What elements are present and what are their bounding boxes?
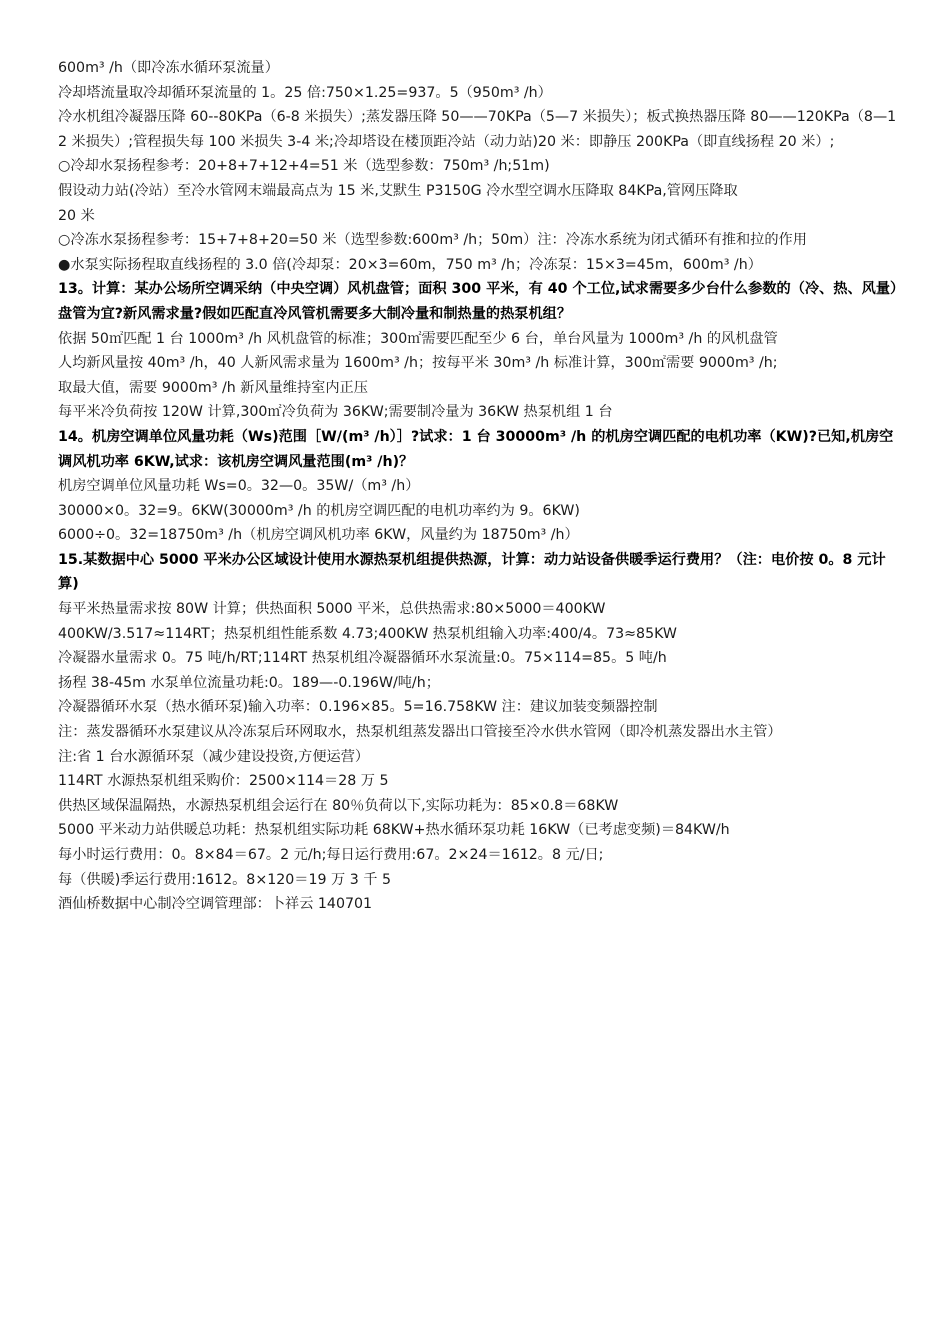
text-line: 每（供暖)季运行费用:1612。8×120＝19 万 3 千 5 [58,871,391,888]
text-line: 600m³ /h（即冷冻水循环泵流量） [58,60,279,76]
text-line: 供热区域保温隔热，水源热泵机组会运行在 80％负荷以下,实际功耗为：85×0.8＝68KW [58,797,619,814]
text-line: 酒仙桥数据中心制冷空调管理部：卜祥云 140701 [58,896,373,913]
text-line: 30000×0。32=9。6KW(30000m³ /h 的机房空调匹配的电机功率约为 9。6KW) [58,502,580,519]
text-line: 每平米冷负荷按 120W 计算,300㎡冷负荷为 36KW;需要制冷量为 36KW 热泵机组 1 台 [58,404,613,421]
text-line: ○冷冻水泵扬程参考：15+7+8+20=50 米（选型参数:600m³ /h；50m）注：冷冻水系统为闭式循环有推和拉的作用 [58,232,807,249]
text-line: 取最大值，需要 9000m³ /h 新风量维持室内正压 [58,379,368,396]
text-line: 114RT 水源热泵机组采购价：2500×114＝28 万 5 [58,773,389,790]
text-line: 注:省 1 台水源循环泵（减少建设投资,方便运营） [58,748,370,765]
text-line: 依据 50㎡匹配 1 台 1000m³ /h 风机盘管的标准；300㎡需要匹配至少 6 台，单台风量为 1000m³ /h 的风机盘管 [58,330,778,347]
text-line: 冷水机组冷凝器压降 60--80KPa（6-8 米损失）;蒸发器压降 50——70KPa（5—7 米损失）；板式换热器压降 80——120KPa（8—12 米损失）;管程损失每 100 米损失 3-4 米;冷却塔设在楼顶距冷站（动力站)20 米：即静压 200KPa（即直线扬程 20 米）; [58,109,897,150]
text-line: 机房空调单位风量功耗 Ws=0。32—0。35W/（m³ /h） [58,478,420,495]
text-line: 假设动力站(冷站）至冷水管网末端最高点为 15 米,艾默生 P3150G 冷水型空调水压降取 84KPa,管网压降取 [58,182,738,199]
text-line: 冷却塔流量取冷却循环泵流量的 1。25 倍:750×1.25=937。5（950m³ /h） [58,84,552,101]
text-line: 人均新风量按 40m³ /h，40 人新风需求量为 1600m³ /h；按每平米 30m³ /h 标准计算，300㎡需要 9000m³ /h; [58,355,778,372]
text-line: 注：蒸发器循环水泵建议从冷冻泵后环网取水，热泵机组蒸发器出口管接至冷水供水管网（即冷机蒸发器出水主管） [58,724,782,741]
question-heading: 14。机房空调单位风量功耗（Ws)范围［W/(m³ /h）］?试求：1 台 30000m³ /h 的机房空调匹配的电机功率（KW)?已知,机房空调风机功率 6KW,试求：该机房空调风量范围(m³ /h)？ [58,428,894,470]
question-heading: 15.某数据中心 5000 平米办公区域设计使用水源热泵机组提供热源，计算：动力站设备供暖季运行费用？（注：电价按 0。8 元计算) [58,551,886,593]
text-line: ●水泵实际扬程取直线扬程的 3.0 倍(冷却泵：20×3=60m，750 m³ /h；冷冻泵：15×3=45m，600m³ /h） [58,256,762,273]
text-line: 每平米热量需求按 80W 计算；供热面积 5000 平米，总供热需求:80×5000＝400KW [58,601,606,618]
text-line: 冷凝器循环水泵（热水循环泵)输入功率：0.196×85。5=16.758KW 注：建议加装变频器控制 [58,699,658,716]
text-line: 6000÷0。32=18750m³ /h（机房空调风机功率 6KW，风量约为 18750m³ /h） [58,527,579,544]
text-line: 20 米 [58,207,95,224]
text-line: 扬程 38-45m 水泵单位流量功耗:0。189—-0.196W/吨/h； [58,674,440,691]
text-line: ○冷却水泵扬程参考：20+8+7+12+4=51 米（选型参数：750m³ /h;51m) [58,158,550,175]
text-line: 每小时运行费用：0。8×84＝67。2 元/h;每日运行费用:67。2×24＝1612。8 元/日; [58,847,604,863]
question-heading: 13。计算：某办公场所空调采纳（中央空调）风机盘管；面积 300 平米，有 40 个工位,试求需要多少台什么参数的（冷、热、风量）盘管为宜?新风需求量?假如匹配直冷风管机需要多大制冷量和制热量的热泵机组？ [58,281,898,322]
document-page [58,56,900,917]
text-line: 冷凝器水量需求 0。75 吨/h/RT;114RT 热泵机组冷凝器循环水泵流量:0。75×114=85。5 吨/h [58,650,667,667]
text-line: 400KW/3.517≈114RT；热泵机组性能系数 4.73;400KW 热泵机组输入功率:400/4。73≈85KW [58,625,677,642]
text-line: 5000 平米动力站供暖总功耗：热泵机组实际功耗 68KW+热水循环泵功耗 16KW（已考虑变频)＝84KW/h [58,822,730,839]
